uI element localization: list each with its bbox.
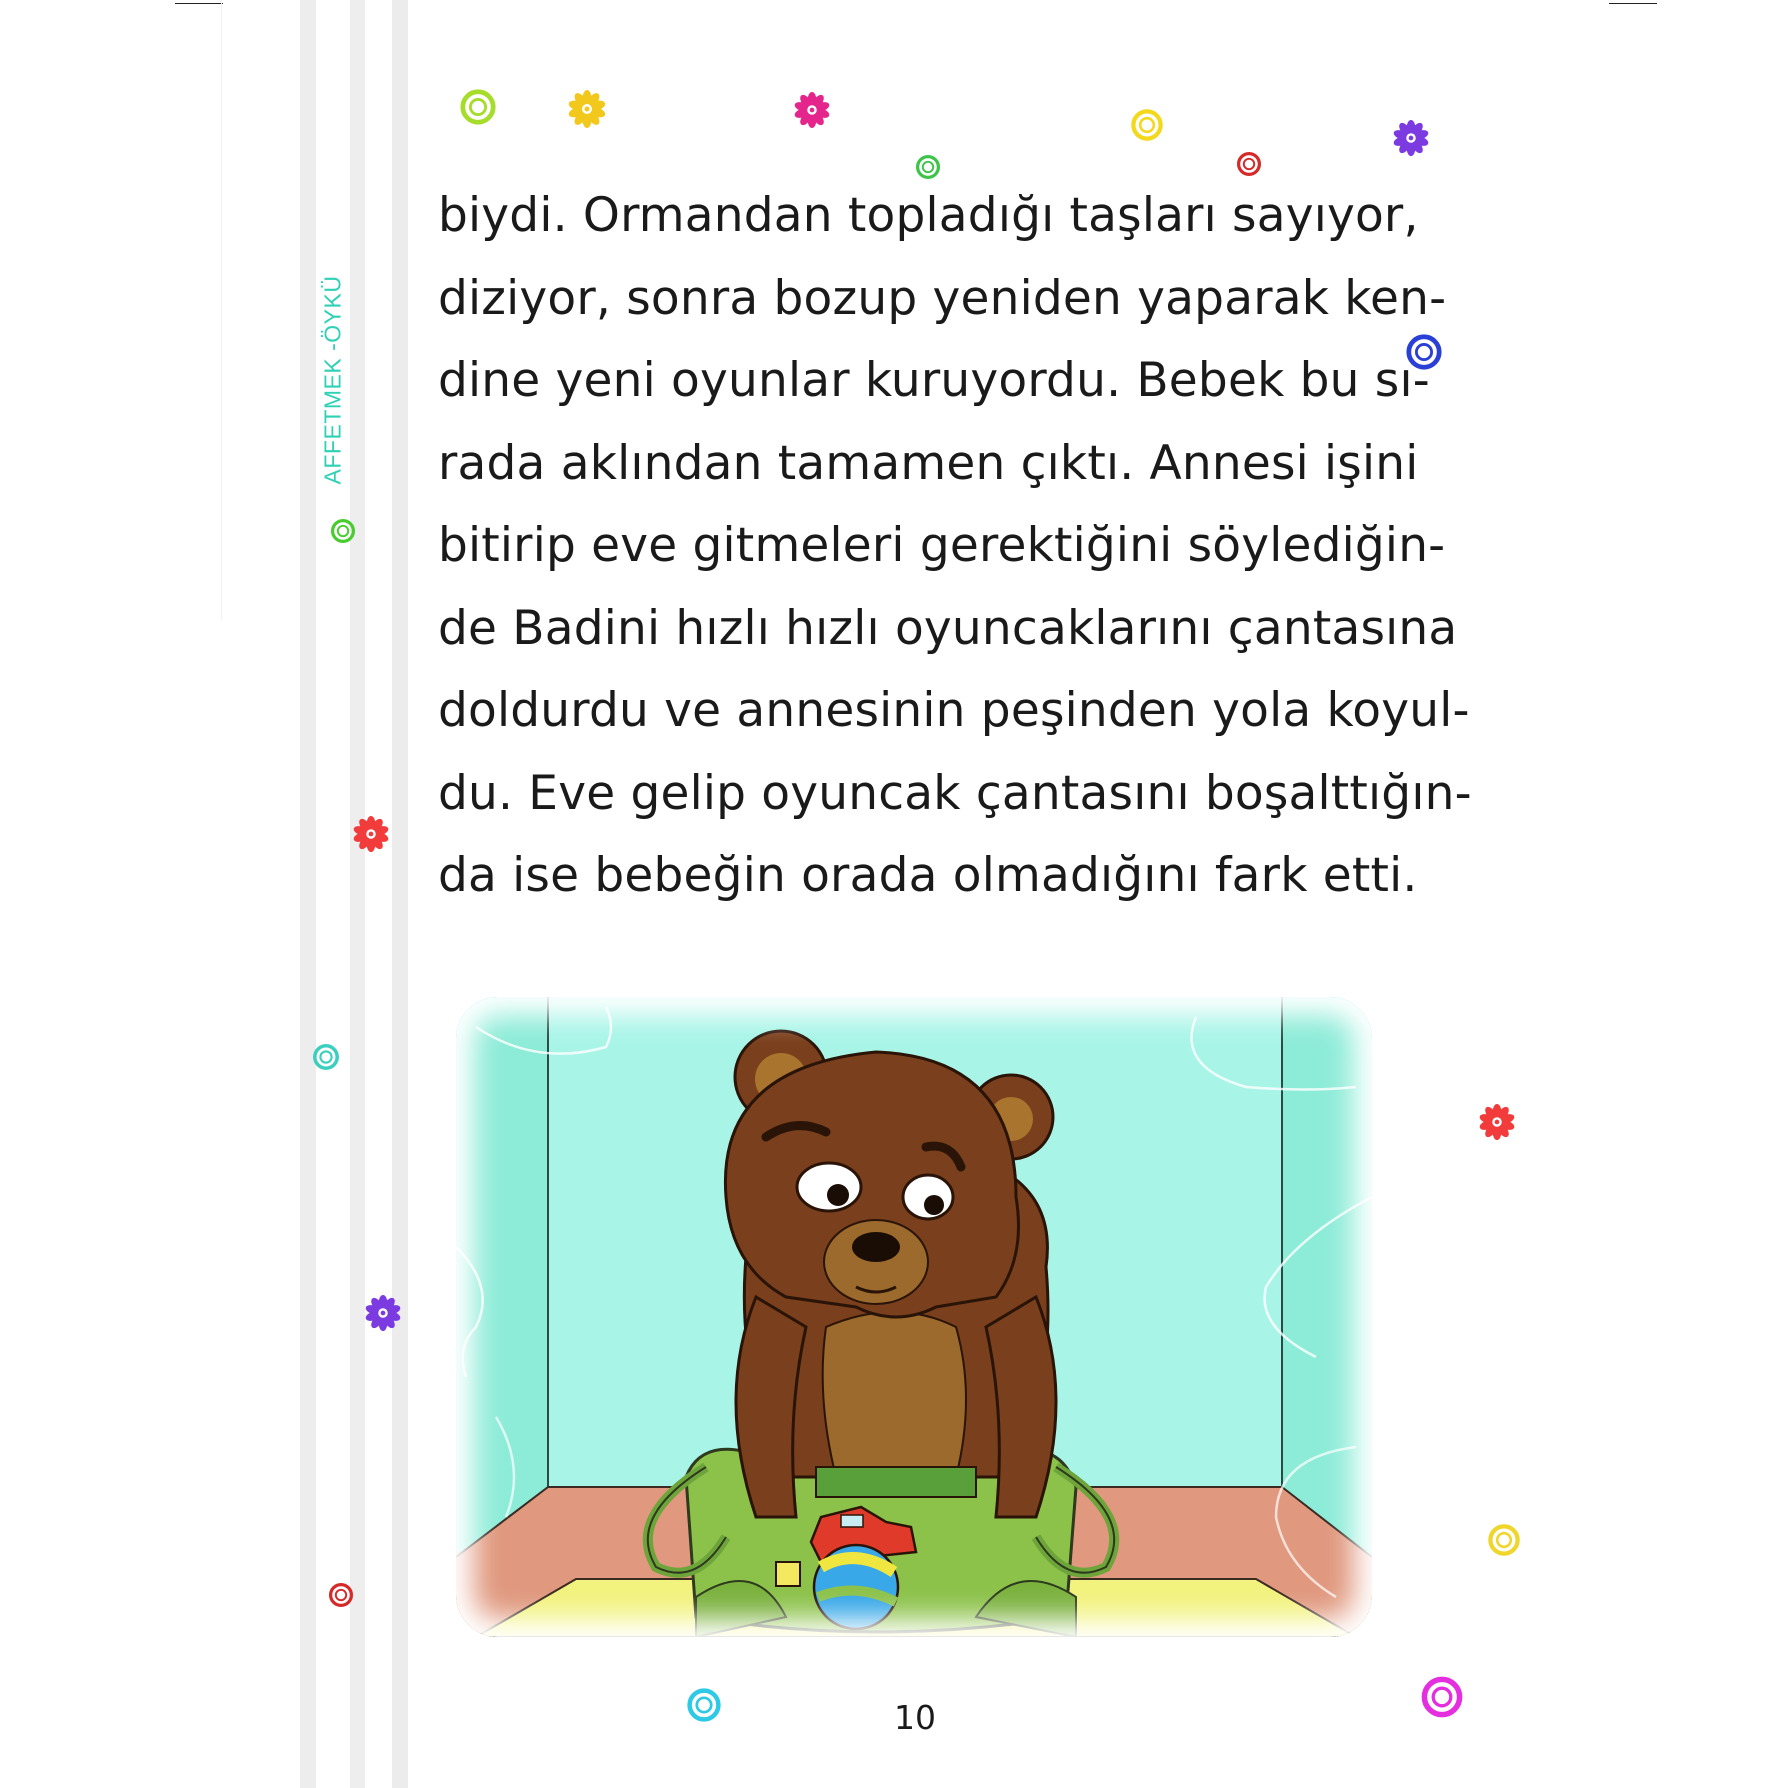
page-fold-line xyxy=(221,0,222,620)
ring-ornament-icon xyxy=(1405,333,1443,371)
flower-ornament-icon xyxy=(793,91,831,129)
story-line: da ise bebeğin orada olmadığını fark etti. xyxy=(438,848,1418,903)
ring-ornament-icon xyxy=(328,1582,354,1608)
crop-mark-right xyxy=(1609,3,1657,4)
story-line: diziyor, sonra bozup yeniden yaparak ken- xyxy=(438,270,1447,326)
ring-ornament-icon xyxy=(312,1043,340,1071)
story-line: dine yeni oyunlar kuruyordu. Bebek bu sı- xyxy=(438,353,1430,408)
bear-nose xyxy=(852,1232,900,1262)
flower-ornament-icon xyxy=(1392,119,1430,157)
margin-stripe xyxy=(300,0,316,1788)
story-line: de Badini hızlı hızlı oyuncaklarını çantasına xyxy=(438,600,1458,656)
ring-ornament-icon xyxy=(1420,1675,1464,1719)
ring-ornament-icon xyxy=(686,1687,722,1723)
toy-block xyxy=(776,1562,800,1586)
room-right-wall xyxy=(1282,997,1372,1557)
crop-mark-left xyxy=(175,3,223,4)
ring-ornament-icon xyxy=(1236,151,1262,177)
story-line: du. Eve gelip oyuncak çantasını boşalttığın- xyxy=(438,765,1472,821)
series-title: AFFETMEK -ÖYKÜ xyxy=(319,275,346,485)
story-line: biydi. Ormandan topladığı taşları sayıyor, xyxy=(438,188,1419,243)
ring-ornament-icon xyxy=(459,88,497,126)
story-text xyxy=(438,175,1472,918)
margin-stripe xyxy=(350,0,365,1788)
flower-ornament-icon xyxy=(567,89,607,129)
margin-stripe xyxy=(392,0,408,1788)
ring-ornament-icon xyxy=(330,518,356,544)
room-left-wall xyxy=(456,997,548,1557)
ring-ornament-icon xyxy=(1130,108,1164,142)
page-number: 10 xyxy=(894,1698,936,1737)
flower-ornament-icon xyxy=(364,1294,402,1332)
ring-ornament-icon xyxy=(915,154,941,180)
flower-ornament-icon xyxy=(352,815,390,853)
story-line: bitirip eve gitmeleri gerektiğini söylediğin- xyxy=(438,518,1446,573)
story-line: doldurdu ve annesinin peşinden yola koyul- xyxy=(438,683,1470,738)
bear-illustration xyxy=(456,997,1372,1637)
story-line: rada aklından tamamen çıktı. Annesi işini xyxy=(438,435,1419,491)
ring-ornament-icon xyxy=(1487,1523,1521,1557)
flower-ornament-icon xyxy=(1478,1103,1516,1141)
